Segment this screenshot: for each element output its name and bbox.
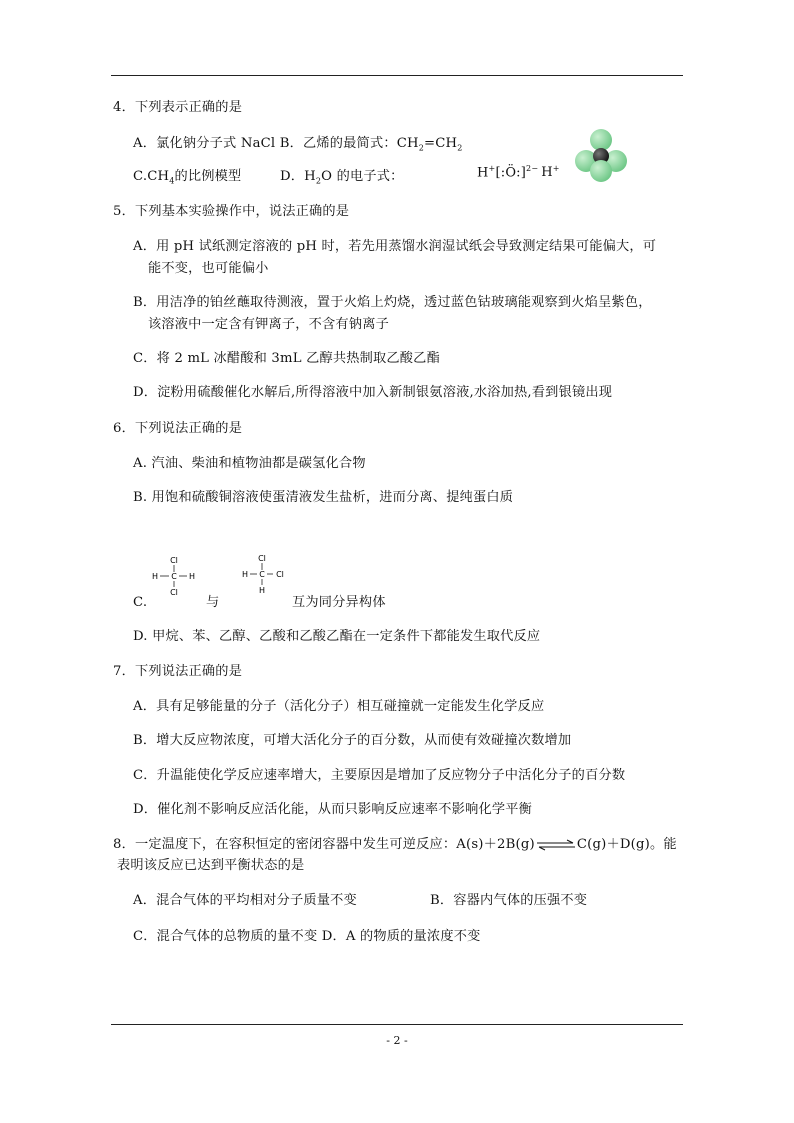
mol1-right: H (188, 572, 196, 581)
q5-option-b-line2: 该溶液中一定含有钾离子，不含有钠离子 (148, 317, 389, 332)
q8-stem-line1: 8．一定温度下，在容积恒定的密闭容器中发生可逆反应：A(s)＋2B(g) C(g)＋D(g)。能 (113, 837, 677, 852)
q8-option-cd: C．混合气体的总物质的量不变 D．A 的物质的量浓度不变 (133, 929, 481, 944)
mol2-right: Cl (276, 570, 284, 579)
mol2-left: H (241, 570, 249, 579)
q6-option-b: B. 用饱和硫酸铜溶液使蛋清液发生盐析，进而分离、提纯蛋白质 (133, 490, 514, 505)
mol1-left: H (151, 572, 159, 581)
dichloromethane-structure-2 (240, 553, 288, 595)
electron-formula: H+[:Ö:]$^{2-}$ H+ (477, 164, 560, 181)
q5-option-a-line2: 能不变，也可能偏小 (148, 261, 269, 276)
q5-option-c: C．将 2 mL 冰醋酸和 3mL 乙醇共热制取乙酸乙酯 (133, 351, 440, 366)
q6-option-c-text: 互为同分异构体 (292, 595, 386, 610)
page-number: - 2 - (386, 1034, 408, 1047)
q4-stem: 4．下列表示正确的是 (113, 100, 243, 115)
q6-option-c-label: C. (133, 595, 148, 610)
q5-stem: 5．下列基本实验操作中，说法正确的是 (113, 204, 350, 219)
mol2-center: C (259, 570, 265, 579)
dichloromethane-structure-1 (150, 555, 198, 597)
q8-option-a: A．混合气体的平均相对分子质量不变 (133, 893, 357, 908)
q8-option-b: B．容器内气体的压强不变 (430, 893, 588, 908)
mol1-bottom: Cl (170, 588, 178, 597)
q6-stem: 6．下列说法正确的是 (113, 421, 243, 436)
methane-space-filling-model (573, 128, 629, 184)
q4-option-c: $C.CH_4$的比例模型 (133, 169, 242, 186)
q6-option-d: D. 甲烷、苯、乙醇、乙酸和乙酸乙酯在一定条件下都能发生取代反应 (133, 629, 541, 644)
q7-option-a: A．具有足够能量的分子（活化分子）相互碰撞就一定能发生化学反应 (133, 699, 545, 714)
q6-option-a: A. 汽油、柴油和植物油都是碳氢化合物 (133, 456, 366, 471)
equilibrium-arrow-icon (536, 839, 576, 851)
q4-options-ab: A．氯化钠分子式 NaCl B．乙烯的最简式：$CH_2=CH_2$ (133, 136, 463, 153)
q8-stem-line2: 表明该反应已达到平衡状态的是 (117, 858, 305, 873)
q7-stem: 7．下列说法正确的是 (113, 664, 243, 679)
mol1-top: Cl (170, 556, 178, 565)
mol2-bottom: H (258, 586, 266, 595)
header-rule (111, 75, 683, 76)
q4-option-d: D．$H_2O$ 的电子式： (280, 169, 404, 186)
q5-option-a-line1: A．用 pH 试纸测定溶液的 pH 时，若先用蒸馏水润湿试纸会导致测定结果可能偏大，可 (133, 239, 657, 254)
q7-option-c: C．升温能使化学反应速率增大，主要原因是增加了反应物分子中活化分子的百分数 (133, 768, 626, 783)
mol1-center: C (171, 572, 177, 581)
mol2-top: Cl (258, 554, 266, 563)
q7-option-d: D．催化剂不影响反应活化能，从而只影响反应速率不影响化学平衡 (133, 802, 533, 817)
q7-option-b: B．增大反应物浓度，可增大活化分子的百分数，从而使有效碰撞次数增加 (133, 733, 572, 748)
q5-option-d: D．淀粉用硫酸催化水解后,所得溶液中加入新制银氨溶液,水浴加热,看到银镜出现 (133, 385, 613, 400)
q5-option-b-line1: B．用洁净的铂丝蘸取待测液，置于火焰上灼烧，透过蓝色钴玻璃能观察到火焰呈紫色， (133, 295, 652, 310)
q6-option-c-and: 与 (206, 595, 220, 610)
footer-rule (111, 1024, 683, 1025)
